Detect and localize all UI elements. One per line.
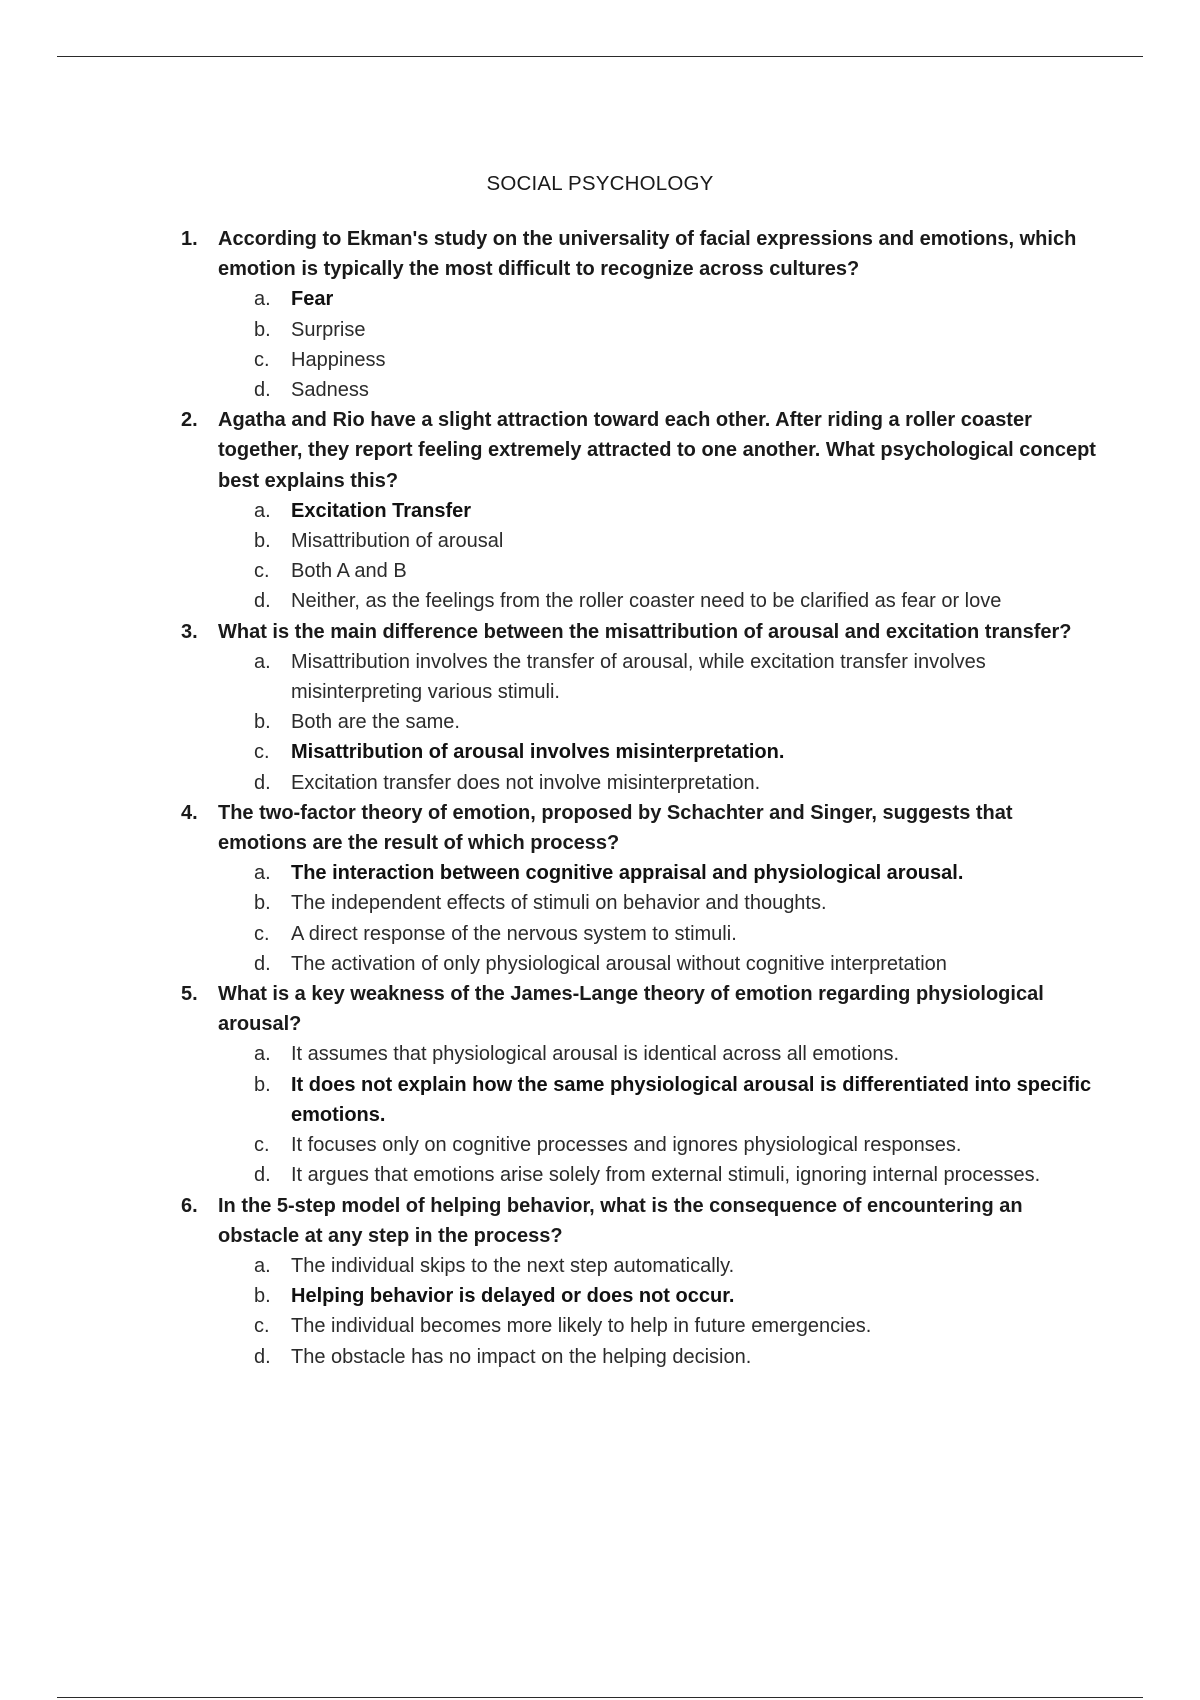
option-text: Both A and B xyxy=(291,560,407,583)
option-text: The individual skips to the next step automatically. xyxy=(291,1254,735,1277)
option-item xyxy=(218,1342,1101,1372)
option-item xyxy=(218,1130,1101,1160)
option-item xyxy=(218,888,1101,918)
page-title: SOCIAL PSYCHOLOGY xyxy=(486,172,714,195)
question-item xyxy=(181,405,1101,616)
question-item xyxy=(181,798,1101,979)
option-letter: c. xyxy=(254,922,270,945)
option-letter: b. xyxy=(254,318,271,341)
question-number: 1. xyxy=(181,228,198,250)
option-text: It does not explain how the same physiological arousal is differentiated into specific emotions. xyxy=(291,1073,1092,1126)
option-letter: a. xyxy=(254,1254,271,1277)
option-item-correct xyxy=(218,1281,1101,1311)
question-number: 4. xyxy=(181,801,198,824)
option-item xyxy=(218,375,1101,405)
option-item-correct xyxy=(218,496,1101,526)
option-text: Happiness xyxy=(291,348,386,371)
question-number: 6. xyxy=(181,1194,198,1217)
option-letter: b. xyxy=(254,1073,271,1096)
option-letter: a. xyxy=(254,1043,271,1066)
option-item xyxy=(218,586,1101,616)
option-text: The obstacle has no impact on the helping decision. xyxy=(291,1345,752,1368)
option-item xyxy=(218,1160,1101,1190)
option-letter: a. xyxy=(254,650,271,673)
question-item xyxy=(181,979,1101,1190)
option-text: Misattribution of arousal involves misinterpretation. xyxy=(291,741,785,764)
question-text: The two-factor theory of emotion, proposed by Schachter and Singer, suggests that emotions are the result of which process? xyxy=(218,801,1013,855)
question-number: 2. xyxy=(181,409,198,432)
option-list xyxy=(218,1251,1101,1372)
option-item-correct xyxy=(218,858,1101,888)
option-item xyxy=(218,315,1101,345)
option-item xyxy=(218,707,1101,737)
option-text: The interaction between cognitive appraisal and physiological arousal. xyxy=(291,862,964,885)
option-text: Both are the same. xyxy=(291,711,460,734)
question-number: 3. xyxy=(181,620,198,643)
option-text: Excitation transfer does not involve misinterpretation. xyxy=(291,771,761,794)
question-item xyxy=(181,224,1101,405)
option-text: Neither, as the feelings from the roller coaster need to be clarified as fear or love xyxy=(291,590,1002,613)
question-item xyxy=(181,617,1101,798)
option-text: Sadness xyxy=(291,379,369,402)
option-letter: d. xyxy=(254,952,271,975)
option-item xyxy=(218,556,1101,586)
option-text: Helping behavior is delayed or does not occur. xyxy=(291,1285,735,1308)
option-text: The independent effects of stimuli on behavior and thoughts. xyxy=(291,892,827,915)
option-item-correct xyxy=(218,1070,1101,1130)
question-text: What is the main difference between the misattribution of arousal and excitation transfer? xyxy=(218,620,1072,643)
option-letter: d. xyxy=(254,1345,271,1368)
option-text: Surprise xyxy=(291,318,366,341)
option-text: The individual becomes more likely to help in future emergencies. xyxy=(291,1315,872,1338)
question-number: 5. xyxy=(181,983,198,1006)
option-letter: d. xyxy=(254,590,271,613)
option-letter: a. xyxy=(254,288,271,311)
option-item xyxy=(218,1039,1101,1069)
option-item xyxy=(218,1251,1101,1281)
option-letter: c. xyxy=(254,1315,270,1338)
option-text: It argues that emotions arise solely from external stimuli, ignoring internal processes. xyxy=(291,1164,1041,1187)
option-letter: c. xyxy=(254,560,270,583)
bottom-rule xyxy=(57,1697,1143,1698)
option-letter: c. xyxy=(254,741,270,764)
option-text: It focuses only on cognitive processes and ignores physiological responses. xyxy=(291,1134,962,1157)
option-letter: b. xyxy=(254,1285,271,1308)
option-letter: b. xyxy=(254,530,271,553)
option-item xyxy=(218,647,1101,707)
option-letter: b. xyxy=(254,892,271,915)
option-list xyxy=(218,496,1101,617)
option-letter: d. xyxy=(254,771,271,794)
option-text: Misattribution involves the transfer of arousal, while excitation transfer involves misinterpreting various stimuli. xyxy=(291,650,986,704)
option-text: Fear xyxy=(291,288,334,311)
option-text: Excitation Transfer xyxy=(291,499,472,522)
option-text: A direct response of the nervous system to stimuli. xyxy=(291,922,737,945)
option-list xyxy=(218,647,1101,798)
option-item-correct xyxy=(218,737,1101,767)
option-text: Misattribution of arousal xyxy=(291,530,504,553)
option-letter: c. xyxy=(254,1134,270,1157)
option-item xyxy=(218,949,1101,979)
option-letter: a. xyxy=(254,499,271,522)
option-text: The activation of only physiological arousal without cognitive interpretation xyxy=(291,952,947,975)
option-list xyxy=(218,1039,1101,1190)
option-letter: a. xyxy=(254,862,271,885)
option-item xyxy=(218,345,1101,375)
option-item xyxy=(218,1311,1101,1341)
top-rule xyxy=(57,56,1143,57)
question-text: According to Ekman's study on the universality of facial expressions and emotions, which emotion is typically the most difficult to recognize across cultures? xyxy=(218,228,1077,281)
question-text: In the 5-step model of helping behavior, what is the consequence of encountering an obstacle at any step in the process? xyxy=(218,1194,1023,1247)
question-text: Agatha and Rio have a slight attraction toward each other. After riding a roller coaster together, they report feeling extremely attracted to one another. What psychological concept best explains this? xyxy=(218,409,1096,492)
option-letter: d. xyxy=(254,379,271,402)
option-text: It assumes that physiological arousal is identical across all emotions. xyxy=(291,1043,900,1066)
option-item xyxy=(218,526,1101,556)
question-list xyxy=(181,224,1101,1372)
question-text: What is a key weakness of the James-Lange theory of emotion regarding physiological arousal? xyxy=(218,983,1044,1036)
option-item-correct xyxy=(218,284,1101,314)
option-letter: b. xyxy=(254,711,271,734)
option-item xyxy=(218,919,1101,949)
option-letter: d. xyxy=(254,1164,271,1187)
option-letter: c. xyxy=(254,348,270,371)
option-list xyxy=(218,858,1101,979)
option-item xyxy=(218,768,1101,798)
option-list xyxy=(218,284,1101,405)
question-item xyxy=(181,1191,1101,1372)
